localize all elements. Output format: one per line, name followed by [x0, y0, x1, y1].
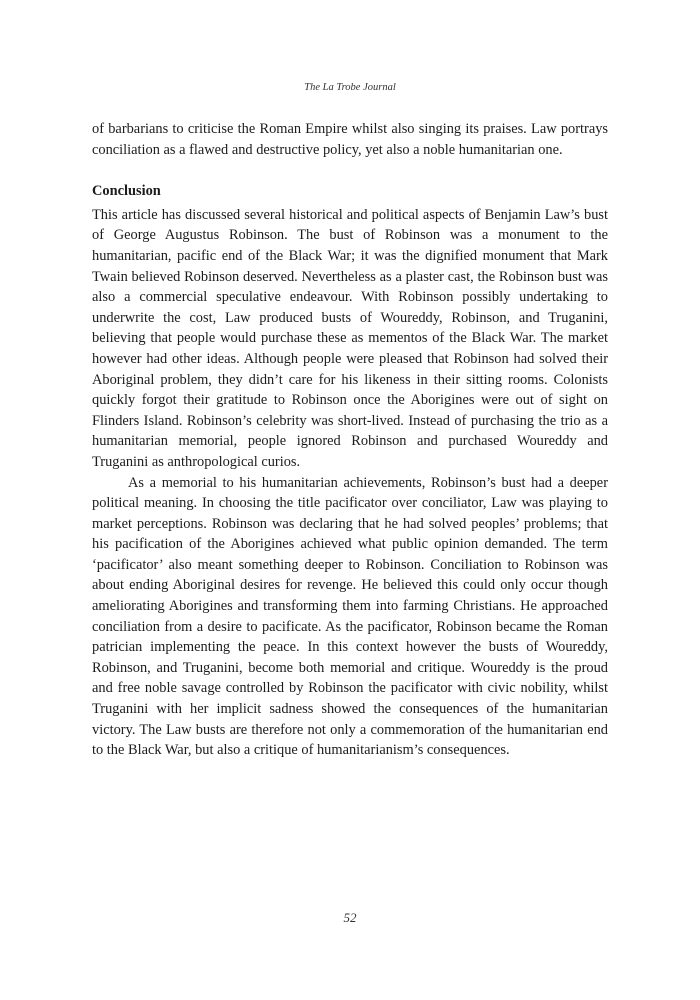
section-heading-conclusion: Conclusion	[92, 183, 161, 200]
section-spacer	[92, 160, 608, 181]
conclusion-paragraph-1: This article has discussed several historical and political aspects of Benjamin Law’s bust of George Augustus Robinson. The bust of Robinson was a monument to the humanitarian, pacific end of the Black War; it was the dignified monument that Mark Twain believed Robinson deserved. Nevertheless as a plaster cast, the Robinson bust was also a commercial speculative endeavour. With Robinson possibly undertaking to underwrite the cost, Law produced busts of Woureddy, Robinson, and Truganini, believing that people would purchase these as mementos of the Black War. The market however had other ideas. Although people were pleased that Robinson had solved their Aboriginal problem, they didn’t care for his likeness in their sitting rooms. Colonists quickly forgot their gratitude to Robinson once the Aborigines were out of sight on Flinders Island. Robinson’s celebrity was short-lived. Instead of purchasing the trio as a humanitarian memorial, people ignored Robinson and purchased Woureddy and Truganini as anthropological curios.	[92, 206, 608, 470]
conclusion-paragraph-2: As a memorial to his humanitarian achievements, Robinson’s bust had a deeper political meaning. In choosing the title pacificator over conciliator, Law was playing to market perceptions. Robinson was declaring that he had solved peoples’ problems; that his pacification of the Aborigines achieved what public opinion demanded. The term ‘pacificator’ also meant something deeper to Robinson. Conciliation to Robinson was about ending Aboriginal desires for revenge. He believed this could only occur though ameliorating Aborigines and transforming them into farming Christians. He approached conciliation from a desire to pacificate. As the pacificator, Robinson became the Roman patrician implementing the peace. In this context however the busts of Woureddy, Robinson, and Truganini, become both memorial and critique. Woureddy is the proud and free noble savage controlled by Robinson the pacificator with civic nobility, whilst Truganini with her implicit sadness showed the consequences of the humanitarian victory. The Law busts are therefore not only a commemoration of the humanitarian end to the Black War, but also a critique of humanitarianism’s consequences.	[92, 474, 608, 759]
continuation-paragraph: of barbarians to criticise the Roman Empire whilst also singing its praises. Law portrays conciliation as a flawed and destructive policy, yet also a noble humanitarian one.	[92, 121, 608, 158]
running-header: The La Trobe Journal	[304, 82, 396, 93]
page-number: 52	[343, 910, 357, 925]
article-body	[92, 119, 608, 761]
